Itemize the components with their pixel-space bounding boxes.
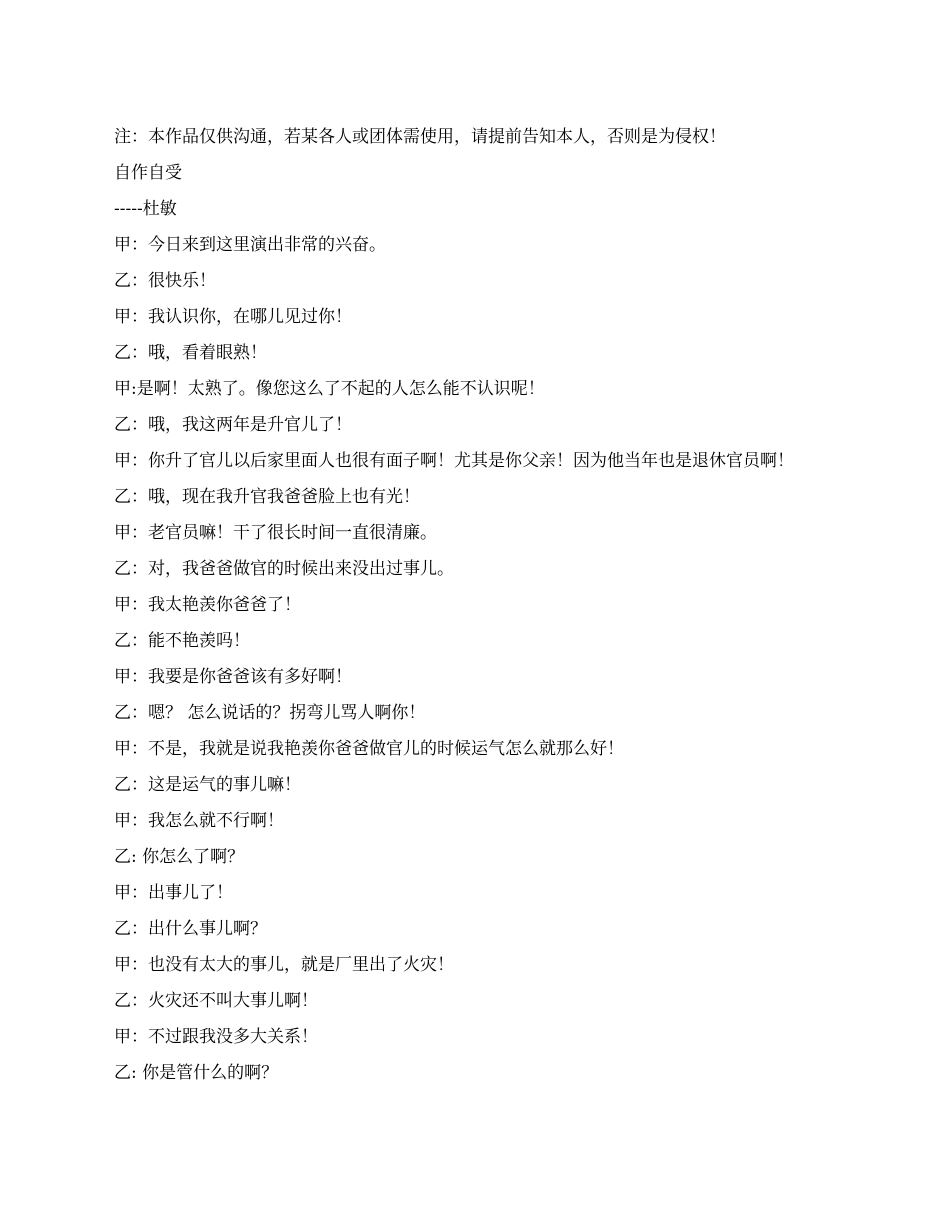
dialogue-line: 乙：哦，看着眼熟！	[114, 343, 267, 363]
dialogue	[114, 234, 834, 1084]
dialogue-line: 甲：你升了官儿以后家里面人也很有面子啊！尤其是你父亲！因为他当年也是退休官员啊！	[114, 451, 794, 471]
dialogue-line: 乙：这是运气的事儿嘛！	[114, 775, 301, 795]
dialogue-line: 甲：我太艳羡你爸爸了！	[114, 595, 301, 615]
author-line: -----杜敏	[114, 199, 177, 219]
dialogue-line: 乙：很快乐！	[114, 271, 216, 291]
dialogue-line: 甲：我怎么就不行啊！	[114, 811, 284, 831]
dialogue-line: 乙：出什么事儿啊？	[114, 919, 267, 939]
dialogue-line: 乙：火灾还不叫大事儿啊！	[114, 991, 318, 1011]
dialogue-line: 乙：哦，现在我升官我爸爸脸上也有光！	[114, 487, 420, 507]
dialogue-line: 甲：不过跟我没多大关系！	[114, 1027, 318, 1047]
dialogue-line: 乙：嗯？ 怎么说话的？拐弯儿骂人啊你！	[114, 703, 426, 723]
dialogue-line: 甲：老官员嘛！干了很长时间一直很清廉。	[114, 523, 437, 543]
dialogue-line: 乙: 你怎么了啊？	[114, 847, 245, 867]
dialogue-line: 乙：能不艳羡吗！	[114, 631, 250, 651]
dialogue-line: 甲：出事儿了！	[114, 883, 233, 903]
dialogue-line: 甲:是啊！太熟了。像您这么了不起的人怎么能不认识呢！	[114, 379, 545, 399]
dialogue-line: 甲：今日来到这里演出非常的兴奋。	[114, 235, 386, 255]
dialogue-line: 甲：我要是你爸爸该有多好啊！	[114, 667, 352, 687]
dialogue-line: 甲：我认识你，在哪儿见过你！	[114, 307, 352, 327]
document-body	[114, 126, 834, 1098]
dialogue-line: 乙：哦，我这两年是升官儿了！	[114, 415, 352, 435]
document-title: 自作自受	[114, 163, 182, 183]
dialogue-line: 乙：对，我爸爸做官的时候出来没出过事儿。	[114, 559, 454, 579]
copyright-note: 注：本作品仅供沟通，若某各人或团体需使用，请提前告知本人，否则是为侵权！	[114, 127, 726, 147]
dialogue-line: 甲：也没有太大的事儿，就是厂里出了火灾！	[114, 955, 454, 975]
dialogue-line: 甲：不是，我就是说我艳羡你爸爸做官儿的时候运气怎么就那么好！	[114, 739, 624, 759]
dialogue-line: 乙: 你是管什么的啊？	[114, 1063, 279, 1083]
